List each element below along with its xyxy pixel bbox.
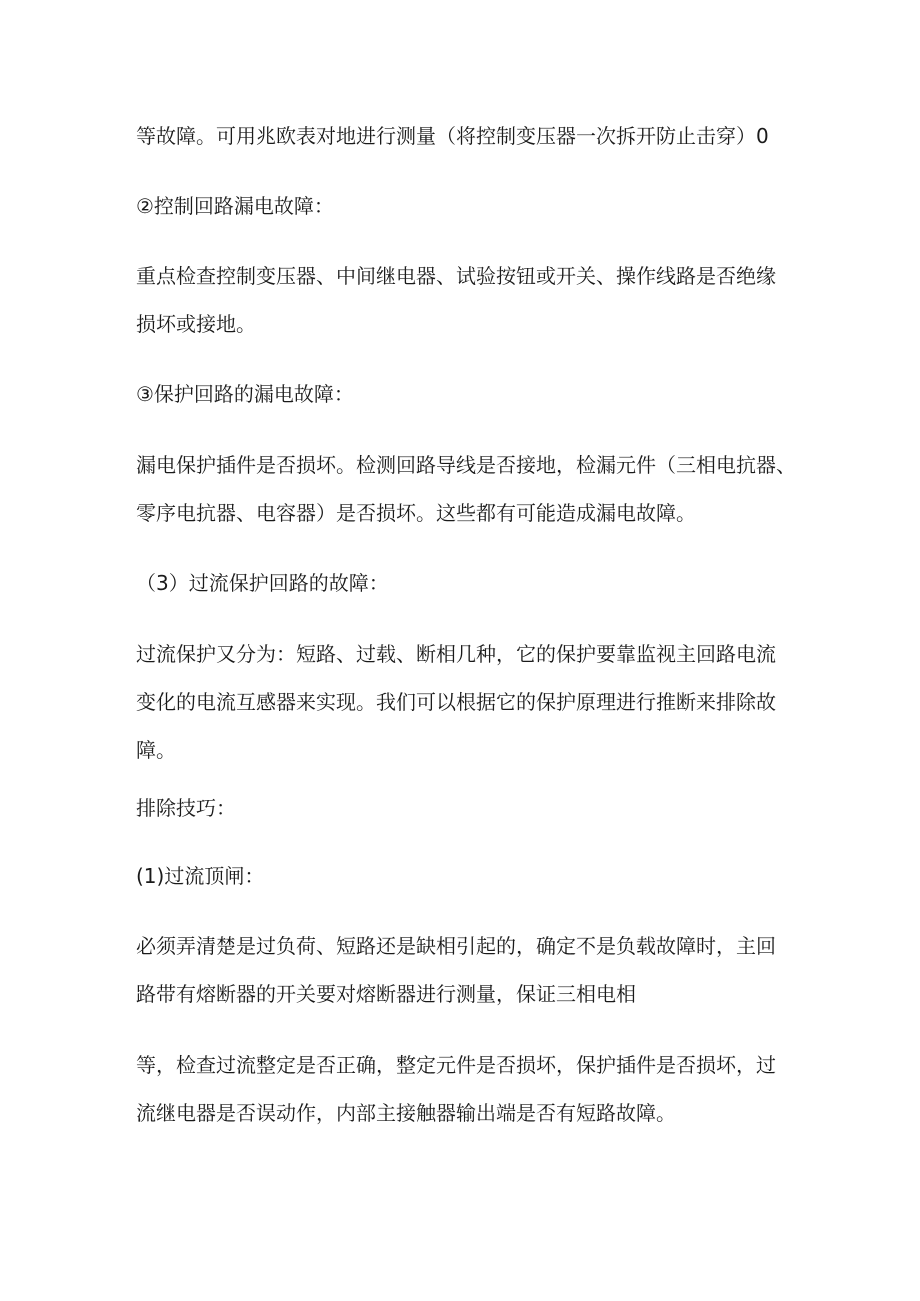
paragraph-line: 过流保护又分为：短路、过载、断相几种，它的保护要靠监视主回路电流 — [136, 642, 776, 666]
paragraph-line: 变化的电流互感器来实现。我们可以根据它的保护原理进行推断来排除故 — [136, 690, 776, 714]
paragraph-line: 漏电保护插件是否损坏。检测回路导线是否接地，检漏元件（三相电抗器、 — [136, 453, 796, 477]
paragraph-line: 必须弄清楚是过负荷、短路还是缺相引起的，确定不是负载故障时，主回 — [136, 934, 776, 958]
section-heading: (1)过流顶闸： — [136, 864, 265, 888]
section-heading: ③保护回路的漏电故障： — [136, 382, 354, 406]
section-heading: （3）过流保护回路的故障： — [136, 571, 389, 595]
paragraph-line: 等故障。可用兆欧表对地进行测量（将控制变压器一次拆开防止击穿）0 — [136, 124, 769, 148]
paragraph-line: 零序电抗器、电容器）是否损坏。这些都有可能造成漏电故障。 — [136, 501, 696, 525]
paragraph-line: 流继电器是否误动作，内部主接触器输出端是否有短路故障。 — [136, 1101, 676, 1125]
paragraph-line: 等，检查过流整定是否正确，整定元件是否损坏，保护插件是否损坏，过 — [136, 1053, 776, 1077]
section-heading: 排除技巧： — [136, 796, 236, 820]
section-heading: ②控制回路漏电故障： — [136, 194, 334, 218]
paragraph-line: 重点检查控制变压器、中间继电器、试验按钮或开关、操作线路是否绝缘 — [136, 264, 776, 288]
paragraph-line: 损坏或接地。 — [136, 312, 256, 336]
paragraph-line: 路带有熔断器的开关要对熔断器进行测量，保证三相电相 — [136, 982, 636, 1006]
paragraph-line: 障。 — [136, 738, 176, 762]
